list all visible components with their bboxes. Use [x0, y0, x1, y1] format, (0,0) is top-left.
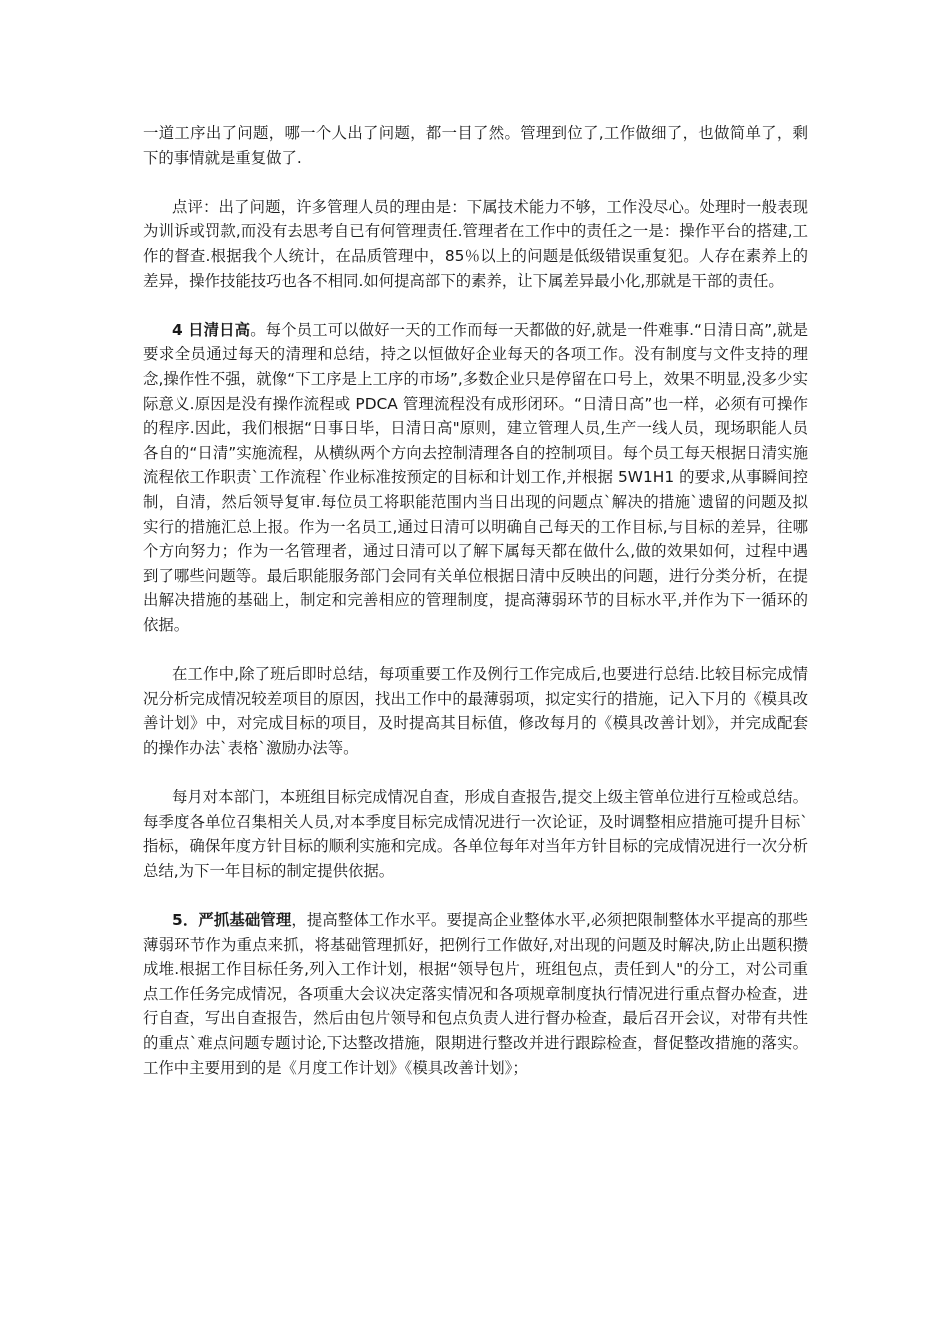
paragraph-3-text: 。每个员工可以做好一天的工作而每一天都做的好,就是一件难事.“日清日高”,就是要求全员通过每天的清理和总结，持之以恒做好企业每天的各项工作。没有制度与文件支持的理念,操作性不强，就像“下工序是上工序的市场”,多数企业只是停留在口号上，效果不明显,没多少实际意义.原因是没有操作流程或 PDCA 管理流程没有成形闭环。“日清日高”也一样，必须有可操作的程序.因此，我们根据“日事日毕，日清日高"原则，建立管理人员,生产一线人员，现场职能人员各自的“日清”实施流程，从横纵两个方向去控制清理各自的控制项目。每个员工每天根据日清实施流程依工作职责`工作流程`作业标准按预定的目标和计划工作,并根据 5W1H1 的要求,从事瞬间控制，自清，然后领导复审.每位员工将职能范围内当日出现的问题点`解决的措施`遗留的问题及拟实行的措施汇总上报。作为一名员工,通过日清可以明确自己每天的工作目标,与目标的差异，往哪个方向努力；作为一名管理者，通过日清可以了解下属每天都在做什么,做的效果如何，过程中遇到了哪些问题等。最后职能服务部门会同有关单位根据日清中反映出的问题，进行分类分析，在提出解决措施的基础上，制定和完善相应的管理制度，提高薄弱环节的目标水平,并作为下一循环的依据。 [143, 320, 809, 634]
paragraph-5 [143, 785, 808, 883]
paragraph-1 [143, 121, 808, 170]
paragraph-6-text: ，提高整体工作水平。要提高企业整体水平,必须把限制整体水平提高的那些薄弱环节作为重点来抓，将基础管理抓好，把例行工作做好,对出现的问题及时解决,防止出题积攒成堆.根据工作目标任务,列入工作计划，根据“领导包片，班组包点，责任到人"的分工，对公司重点工作任务完成情况，各项重大会议决定落实情况和各项规章制度执行情况进行重点督办检查，进行自查，写出自查报告，然后由包片领导和包点负责人进行督办检查，最后召开会议，对带有共性的重点`难点问题专题讨论,下达整改措施，限期进行整改并进行跟踪检查，督促整改措施的落实。工作中主要用到的是《月度工作计划》《模具改善计划》； [143, 911, 808, 1077]
paragraph-4-text: 在工作中,除了班后即时总结，每项重要工作及例行工作完成后,也要进行总结.比较目标完成情况分析完成情况较差项目的原因，找出工作中的最薄弱项，拟定实行的措施，记入下月的《模具改善计划》中，对完成目标的项目，及时提高其目标值，修改每月的《模具改善计划》，并完成配套的操作办法`表格`激励办法等。 [143, 665, 808, 757]
section-4-heading: 4 日清日高 [172, 320, 251, 339]
paragraph-3-daily-clear [143, 318, 808, 638]
paragraph-2-text: 点评：出了问题，许多管理人员的理由是：下属技术能力不够，工作没尽心。处理时一般表现为训诉或罚款,而没有去思考自已有何管理责任.管理者在工作中的责任之一是：操作平台的搭建,工作的督查.根据我个人统计，在品质管理中，85％以上的问题是低级错误重复犯。人存在素养上的差异，操作技能技巧也各不相同.如何提高部下的素养，让下属差异最小化,那就是干部的责任。 [143, 197, 808, 290]
paragraph-6-basic-management [143, 908, 808, 1080]
paragraph-5-text: 每月对本部门，本班组目标完成情况自查，形成自查报告,提交上级主管单位进行互检或总结。每季度各单位召集相关人员,对本季度目标完成情况进行一次论证，及时调整相应措施可提升目标`指标，确保年度方针目标的顺利实施和完成。各单位每年对当年方针目标的完成情况进行一次分析总结,为下一年目标的制定提供依据。 [143, 788, 808, 880]
paragraph-4 [143, 662, 808, 760]
section-5-heading: 5．严抓基础管理 [172, 911, 292, 929]
paragraph-1-text: 一道工序出了问题，哪一个人出了问题，都一目了然。管理到位了,工作做细了，也做简单了，剩下的事情就是重复做了. [143, 124, 808, 167]
paragraph-2-review [143, 195, 808, 293]
document-page [143, 121, 808, 1105]
